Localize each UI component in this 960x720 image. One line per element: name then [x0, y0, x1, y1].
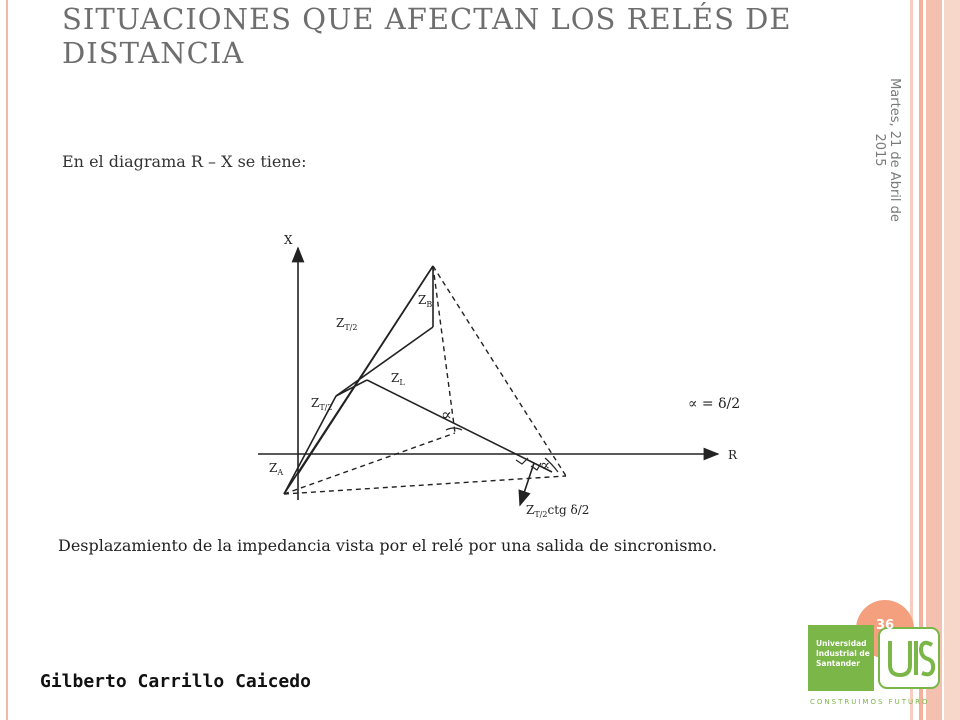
left-border-line — [6, 0, 8, 720]
axis-y-label: X — [284, 233, 293, 247]
label-zl: $Z_L$ — [391, 371, 405, 387]
label-zt2-upper: $Z_{T/2}$ — [336, 316, 358, 332]
label-alpha-right: ∝ — [540, 456, 551, 474]
diagram-caption: Desplazamiento de la impedancia vista por el relé por una salida de sincronismo. — [58, 536, 718, 555]
axis-r-label: R — [728, 448, 738, 462]
label-zt2-ctg: $Z_{T/2}ctg$ δ/2 — [526, 503, 590, 519]
slide-date: Martes, 21 de Abril de 2015 — [872, 78, 902, 222]
label-alpha-def: ∝ = δ/2 — [688, 396, 741, 412]
logo-tagline: CONSTRUIMOS FUTURO — [810, 698, 930, 706]
author-name: Gilberto Carrillo Caicedo — [40, 671, 311, 692]
label-alpha-mid: ∝ — [441, 405, 452, 424]
zl-line — [336, 380, 367, 396]
page-number: 36 — [875, 618, 895, 633]
label-zb: $Z_B$ — [418, 293, 433, 309]
logo-text: Universidad Industrial de Santander — [816, 639, 870, 668]
label-zt2-lower: $Z_{T/2}$ — [311, 396, 333, 412]
slide-title: SITUACIONES QUE AFECTAN LOS RELÉS DE DISTANCIA — [62, 2, 792, 70]
uis-logo — [808, 625, 942, 715]
rx-diagram — [240, 220, 800, 520]
label-za: $Z_A$ — [269, 461, 284, 477]
uis-mark-icon — [878, 627, 940, 689]
right-decorative-stripes — [910, 0, 960, 720]
perp-arrow — [520, 463, 534, 505]
intro-text: En el diagrama R – X se tiene: — [62, 152, 307, 171]
